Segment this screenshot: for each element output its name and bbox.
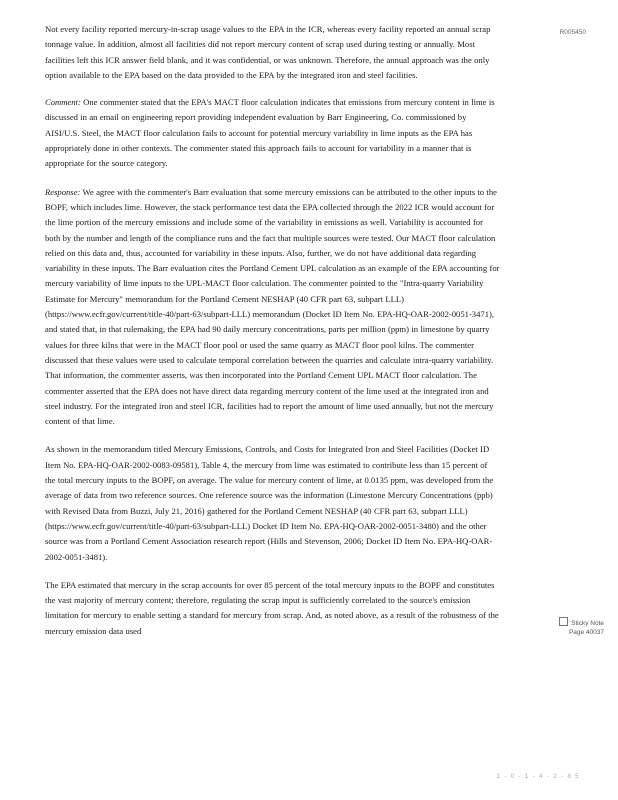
checkbox-icon — [559, 617, 568, 626]
footer-stamp: 1 - 0 - 1 - 4 - 2 - 8 5 — [496, 773, 580, 780]
sticky-note-title: Sticky Note — [508, 617, 604, 628]
response-label: Response: — [45, 186, 81, 197]
paragraph-text: One commenter stated that the EPA's MACT floor calculation indicates that emissions from mercury content in lime is discussed in an email on engineering report providing independent evaluation by Barr Engineering, Co. commissioned by AISI/U.S. Steel, the MACT floor calculation fails to account for potential mercury variability in lime inputs as the EPA has appropriately done in other contexts. The commenter stated this approach fails to account for variability in a manner that is appropriate for the source category. — [45, 97, 495, 169]
bates-number: R005450 — [559, 29, 586, 36]
paragraph-lime-contribution — [45, 442, 500, 564]
document-body — [45, 22, 500, 652]
paragraph-text: As shown in the memorandum titled Mercury Emissions, Controls, and Costs for Integrated Iron and Steel Facilities (Docket ID Item No. EPA-HQ-OAR-2002-0083-09581), Table 4, the mercury from lime was estimated to contribute less than 15 percent of the total mercury inputs to the BOPF, on average. The value for mercury content of lime, at 0.0135 ppm, was developed from the average of data from two reference sources. One reference source was the information (Limestone Mercury Concentrations (ppb) with Revised Data from Buzzi, July 21, 2016) gathered for the Portland Cement NESHAP (40 CFR part 63, subpart LLL) (https://www.ecfr.gov/current/title-40/part-63/subpart-LLL) Docket ID Item No. EPA-HQ-OAR-2002-0051-3480) and the other source was from a Portland Cement Association research report (Hills and Stevenson, 2006; Docket ID Item No. EPA-HQ-OAR-2002-0051-3481). — [45, 444, 494, 562]
paragraph-scrap-reporting — [45, 22, 500, 83]
sticky-note-annotation[interactable] — [508, 617, 604, 637]
paragraph-response — [45, 185, 500, 430]
paragraph-text: The EPA estimated that mercury in the scrap accounts for over 85 percent of the total mercury inputs to the BOPF and constitutes the vast majority of mercury content; therefore, regulating the scrap input is sufficiently correlated to the source's emission limitation for mercury to enable setting a standard for mercury from scrap. And, as noted above, as a result of the robustness of the mercury emission data used — [45, 579, 499, 636]
sticky-note-page: Page 40037 — [568, 629, 604, 636]
paragraph-comment — [45, 95, 500, 171]
comment-label: Comment: — [45, 97, 81, 108]
paragraph-text: Not every facility reported mercury-in-scrap usage values to the EPA in the ICR, whereas every facility reported an annual scrap tonnage value. In addition, almost all facilities did not report mercury content of scrap used during testing or annually. Most facilities left this ICR answer field blank, and it was confidential, or was unknown. Therefore, the annual approach was the only option available to the EPA based on the data provided to the EPA by the integrated iron and steel facilities. — [45, 24, 491, 80]
paragraph-text: We agree with the commenter's Barr evaluation that some mercury emissions can be attributed to the other inputs to the BOPF, which includes lime. However, the stack performance test data the EPA collected through the 2022 ICR would account for the lime portion of the mercury emissions and include some of the variability in emissions as well. Variability is accounted for both by the number and length of the compliance runs and the fact that multiple sources were tested. Our MACT floor calculation relied on this data and, thus, accounted for variability in these inputs. Also, further, we do not have additional data regarding variability in these inputs. The Barr evaluation cites the Portland Cement UPL calculation as an example of the EPA accounting for mercury variability of lime inputs to the UPL-MACT floor calculation. The commenter pointed to the "Intra-quarry Variability Estimate for Mercury" memorandum for the Portland Cement NESHAP (40 CFR part 63, subpart LLL) (https://www.ecfr.gov/current/title-40/part-63/subpart-LLL) memorandum (Docket ID Item No. EPA-HQ-OAR-2002-0051-3471), and stated that, in that rulemaking, the EPA had 90 daily mercury concentrations, parts per million (ppm) in limestone by quarry values for three kilns that were in the MACT floor pool or used the same quarry as MACT floor pool kilns. The commenter discussed that these values were used to calculate temporal correlation between the quarries and calculate intra-quarry variability. That information, the commenter asserts, was then incorporated into the Portland Cement UPL MACT floor calculation. The commenter asserted that the EPA does not have direct data regarding mercury content of the lime used at the integrated iron and steel industry. For the integrated iron and steel ICR, facilities had to report the amount of lime used annually, but not the mercury content of that lime. — [45, 186, 500, 427]
paragraph-scrap-estimate — [45, 578, 500, 639]
